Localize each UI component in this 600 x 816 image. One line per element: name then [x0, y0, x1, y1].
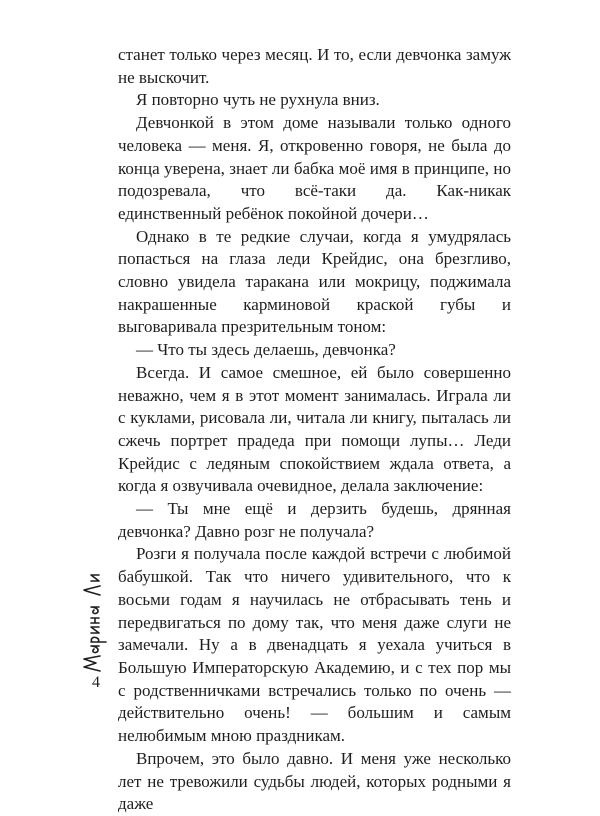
page-body-text	[118, 44, 511, 816]
page-number: 4	[92, 674, 100, 691]
dialogue-line: — Что ты здесь делаешь, девчонка?	[136, 340, 396, 360]
author-signature-script	[70, 555, 110, 675]
paragraph: Однако в те редкие случаи, когда я умудрялась попасться на глаза леди Крейдис, она брезгливо, словно увидела таракана или мокрицу, поджимала накрашенные карминовой краской губы и выговаривала презрительным тоном:	[118, 226, 511, 337]
author-signature	[70, 555, 110, 675]
dialogue-line: — Ты мне ещё и дерзить будешь, дрянная девчонка? Давно розг не получала?	[118, 499, 511, 541]
paragraph: Впрочем, это было давно. И меня уже несколько лет не тревожили судьбы людей, которых родными я даже	[118, 748, 511, 814]
paragraph: Всегда. И самое смешное, ей было совершенно неважно, чем я в этот момент занималась. Играла ли с куклами, рисовала ли, читала ли книгу, пыталась ли сжечь портрет прадеда при помощи лупы… Леди Крейдис с ледяным спокойствием ждала ответа, а когда я озвучивала очевидное, делала заключение:	[118, 362, 511, 496]
paragraph: станет только через месяц. И то, если девчонка замуж не выскочит.	[118, 45, 511, 87]
paragraph: Розги я получала после каждой встречи с любимой бабушкой. Так что ничего удивительного, что к восьми годам я научилась не отбрасывать тень и передвигаться по дому так, что меня даже слуги не замечали. Ну а в двенадцать я уехала учиться в Большую Императорскую Академию, и с тех пор мы с родственничками встречались только по очень — действительно очень! — большим и самым нелюбимым мною праздникам.	[118, 544, 511, 746]
paragraph: Я повторно чуть не рухнула вниз.	[136, 90, 380, 110]
paragraph: Девчонкой в этом доме называли только одного человека — меня. Я, откровенно говоря, не была до конца уверена, знает ли бабка моё имя в принципе, но подозревала, что всё-таки да. Как-никак единственный ребёнок покойной дочери…	[118, 113, 511, 223]
